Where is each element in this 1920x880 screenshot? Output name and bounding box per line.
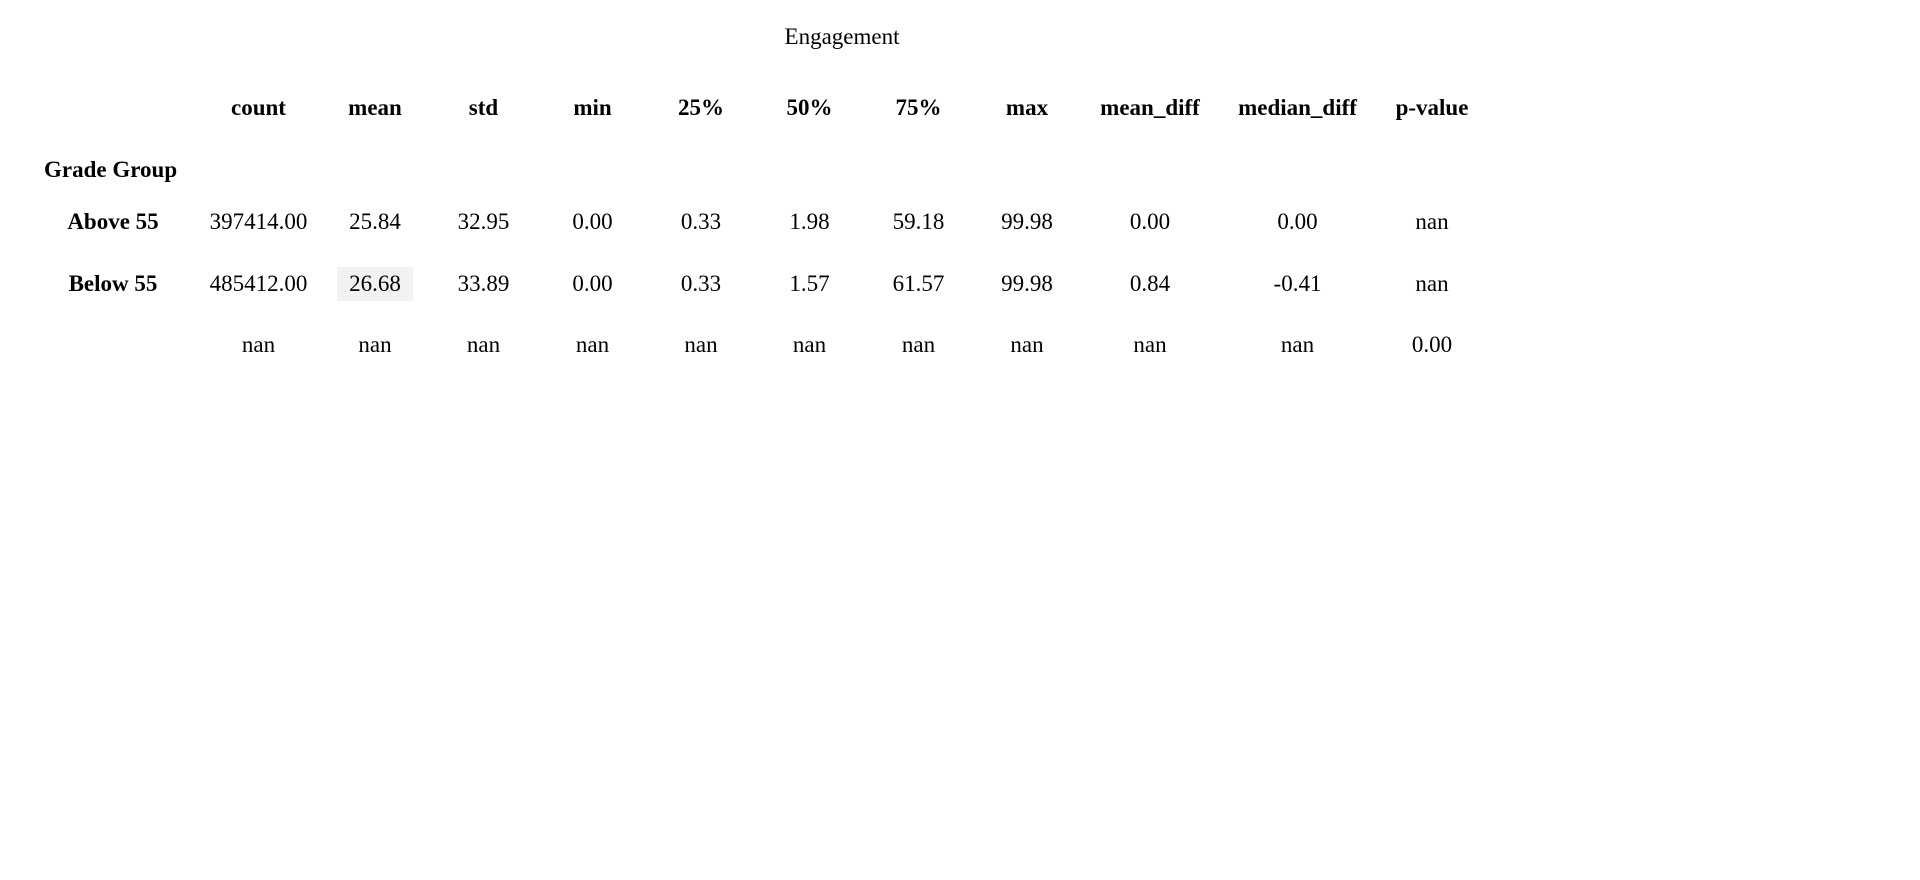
table-cell: -0.41	[1273, 270, 1322, 296]
table-cell: 0.33	[680, 209, 722, 235]
table-cell: 1.57	[789, 270, 830, 296]
super-header-row	[30, 6, 1488, 68]
table-cell: 0.33	[680, 270, 722, 296]
column-header-blank	[30, 68, 196, 148]
table-cell: 61.57	[892, 270, 945, 296]
column-header: max	[1005, 94, 1049, 120]
index-name-grade-group: Grade Group	[44, 156, 178, 182]
column-header: count	[231, 94, 286, 120]
table-cell: 0.84	[1129, 270, 1171, 296]
table-cell: 25.84	[349, 209, 401, 235]
row-label: Above 55	[67, 209, 159, 235]
table-cell: nan	[575, 332, 610, 358]
table-cell: 0.00	[1277, 209, 1318, 235]
table-cell: nan	[358, 332, 392, 358]
index-name-row-blank	[196, 148, 1488, 192]
table-cell: 397414.00	[209, 209, 308, 235]
row-label: Below 55	[68, 270, 158, 296]
table-cell: nan	[1415, 270, 1449, 296]
table-cell: nan	[792, 332, 827, 358]
table-cell-highlighted	[321, 253, 429, 315]
table-cell: nan	[1415, 209, 1449, 235]
statistics-table	[30, 6, 1488, 376]
table-cell: nan	[241, 332, 276, 358]
column-header: 50%	[786, 94, 833, 120]
column-header: 75%	[895, 94, 942, 120]
table-cell: 33.89	[457, 270, 510, 296]
table-cell: 99.98	[1001, 209, 1053, 235]
table-cell: nan	[466, 332, 501, 358]
index-name-row	[30, 148, 1488, 192]
table-cell: 0.00	[572, 270, 613, 296]
table-cell: 0.00	[1411, 332, 1453, 358]
column-header-row	[30, 68, 1488, 148]
row-label	[30, 315, 196, 377]
super-header-blank	[30, 6, 196, 68]
table-row-above-55	[30, 192, 1488, 254]
table-cell: 0.00	[1129, 209, 1171, 235]
table-cell: 485412.00	[209, 270, 308, 296]
column-header: mean_diff	[1100, 94, 1200, 120]
table-cell: 1.98	[789, 209, 830, 235]
table-cell: 32.95	[457, 209, 510, 235]
column-header: 25%	[678, 94, 724, 120]
table-cell: nan	[901, 332, 936, 358]
table-cell: nan	[1010, 332, 1044, 358]
column-header: median_diff	[1238, 94, 1357, 120]
table-cell: nan	[684, 332, 718, 358]
super-header-engagement: Engagement	[784, 23, 900, 49]
table-cell: nan	[1280, 332, 1315, 358]
table-row-unlabeled	[30, 315, 1488, 377]
table-row-below-55	[30, 253, 1488, 315]
column-header: std	[468, 94, 499, 120]
column-header: min	[573, 94, 612, 120]
highlighted-value: 26.68	[337, 267, 413, 301]
table-cell: nan	[1133, 332, 1167, 358]
table-cell: 59.18	[892, 209, 945, 235]
column-header: mean	[348, 94, 402, 120]
table-cell: 0.00	[572, 209, 613, 235]
column-header: p-value	[1395, 94, 1469, 120]
table-cell: 99.98	[1001, 270, 1053, 296]
